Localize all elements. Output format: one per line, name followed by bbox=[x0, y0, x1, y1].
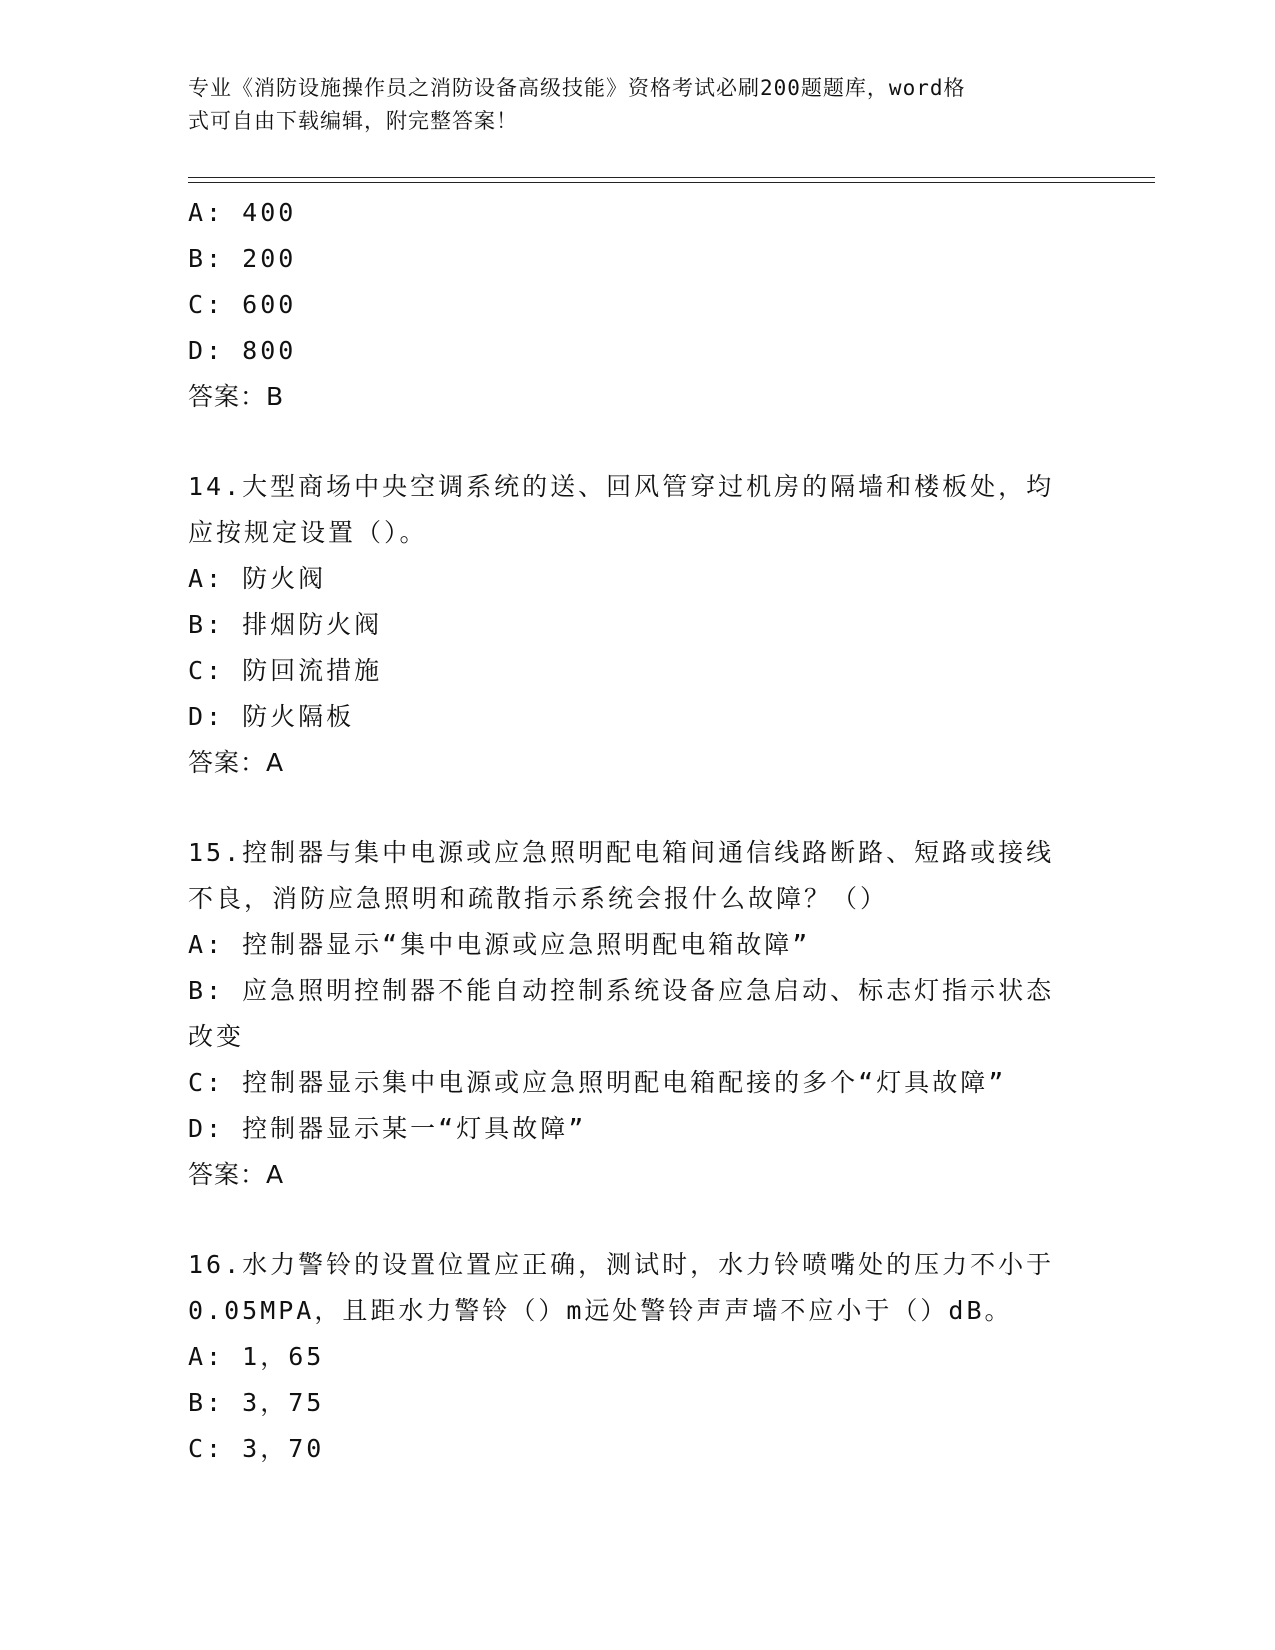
option-c: C: 3，70 bbox=[188, 1434, 325, 1463]
question-16-stem-line-1: 16.水力警铃的设置位置应正确，测试时，水力铃喷嘴处的压力不小于 bbox=[188, 1250, 1055, 1279]
header-divider-bottom bbox=[188, 182, 1155, 183]
option-b-line-1: B: 应急照明控制器不能自动控制系统设备应急启动、标志灯指示状态 bbox=[188, 976, 1055, 1005]
question-13-options bbox=[188, 190, 1088, 374]
question-14-stem-line-1: 14.大型商场中央空调系统的送、回风管穿过机房的隔墙和楼板处，均 bbox=[188, 472, 1055, 501]
option-d: D: 控制器显示某一“灯具故障” bbox=[188, 1114, 587, 1143]
option-b: B: 3，75 bbox=[188, 1388, 325, 1417]
option-b: B: 200 bbox=[188, 244, 297, 273]
question-list bbox=[188, 190, 1088, 1472]
option-a: A: 控制器显示“集中电源或应急照明配电箱故障” bbox=[188, 930, 811, 959]
option-a: A: 防火阀 bbox=[188, 564, 327, 593]
question-13-answer: 答案：B bbox=[188, 382, 285, 411]
question-14-stem-line-2: 应按规定设置（）。 bbox=[188, 518, 428, 547]
option-c: C: 控制器显示集中电源或应急照明配电箱配接的多个“灯具故障” bbox=[188, 1068, 1007, 1097]
option-b-line-2: 改变 bbox=[188, 1022, 245, 1051]
document-header bbox=[188, 72, 1068, 138]
option-a: A: 1，65 bbox=[188, 1342, 325, 1371]
question-16 bbox=[188, 1242, 1088, 1472]
question-15-stem-line-2: 不良，消防应急照明和疏散指示系统会报什么故障？（） bbox=[188, 884, 889, 913]
question-15-answer: 答案：A bbox=[188, 1160, 285, 1189]
option-c: C: 防回流措施 bbox=[188, 656, 383, 685]
question-14-answer: 答案：A bbox=[188, 748, 285, 777]
question-16-stem-line-2: 0.05MPA，且距水力警铃（）m远处警铃声声墙不应小于（）dB。 bbox=[188, 1296, 1013, 1325]
header-line-2: 式可自由下载编辑，附完整答案！ bbox=[188, 109, 518, 133]
header-line-1: 专业《消防设施操作员之消防设备高级技能》资格考试必刷200题题库，word格 bbox=[188, 76, 966, 100]
header-divider-top bbox=[188, 177, 1155, 178]
option-a: A: 400 bbox=[188, 198, 297, 227]
option-d: D: 防火隔板 bbox=[188, 702, 355, 731]
option-b: B: 排烟防火阀 bbox=[188, 610, 383, 639]
option-c: C: 600 bbox=[188, 290, 297, 319]
question-15-stem-line-1: 15.控制器与集中电源或应急照明配电箱间通信线路断路、短路或接线 bbox=[188, 838, 1055, 867]
question-14 bbox=[188, 464, 1088, 786]
option-d: D: 800 bbox=[188, 336, 297, 365]
question-15 bbox=[188, 830, 1088, 1198]
